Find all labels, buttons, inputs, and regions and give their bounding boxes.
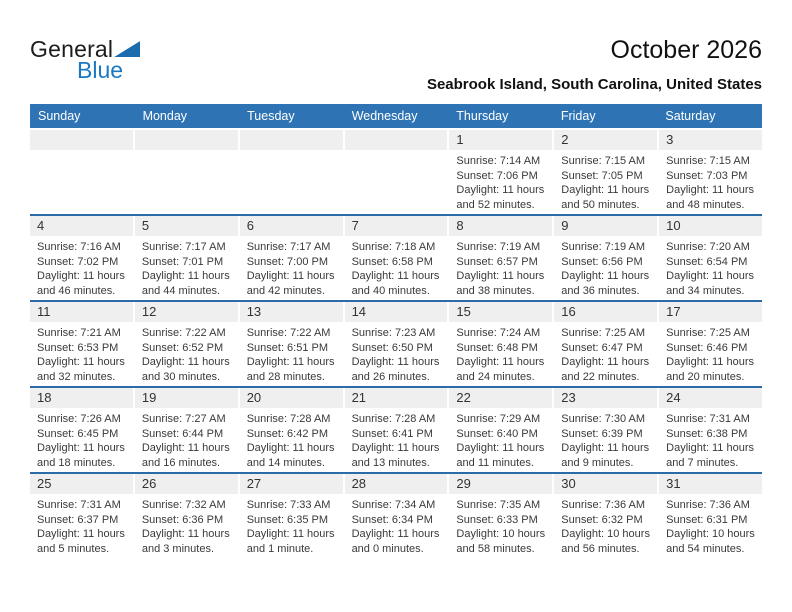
sunrise-text: Sunrise: 7:31 AM [37, 499, 121, 511]
day-cell [30, 302, 133, 386]
sunrise-text: Sunrise: 7:17 AM [141, 241, 226, 253]
day-number-strip [554, 474, 657, 494]
daylight-text-line1: Daylight: 11 hours [666, 356, 754, 368]
day-number: 16 [561, 304, 576, 319]
daylight-text-line1: Daylight: 11 hours [456, 356, 545, 368]
daylight-text-line1: Daylight: 11 hours [246, 442, 335, 454]
week-row [30, 130, 762, 214]
day-number-strip [135, 130, 238, 150]
day-number-strip [449, 216, 552, 236]
sunset-text: Sunset: 6:33 PM [456, 513, 538, 526]
day-number: 3 [666, 132, 674, 147]
day-number-strip [659, 302, 762, 322]
day-details [449, 150, 552, 212]
day-details [135, 408, 238, 470]
daylight-text-line1: Daylight: 11 hours [37, 270, 125, 282]
sunrise-text: Sunrise: 7:21 AM [37, 327, 121, 339]
day-details [554, 408, 657, 470]
sunset-text: Sunset: 6:32 PM [561, 513, 643, 526]
sunset-text: Sunset: 6:50 PM [351, 341, 433, 354]
daylight-text-line1: Daylight: 11 hours [37, 356, 125, 368]
day-number-strip [345, 474, 448, 494]
sunset-text: Sunset: 6:41 PM [351, 427, 433, 440]
day-number-strip [449, 130, 552, 150]
daylight-text-line2: and 24 minutes. [456, 370, 535, 383]
week-row [30, 386, 762, 472]
day-details [30, 236, 133, 298]
day-cell [345, 302, 448, 386]
daylight-text-line1: Daylight: 11 hours [351, 356, 440, 368]
day-number-strip [554, 130, 657, 150]
day-details [659, 408, 762, 470]
sunrise-text: Sunrise: 7:24 AM [456, 327, 541, 339]
logo-triangle-icon [114, 41, 140, 57]
day-number: 7 [351, 218, 359, 233]
sunrise-text: Sunrise: 7:19 AM [561, 241, 646, 253]
sunrise-text: Sunrise: 7:17 AM [246, 241, 331, 253]
sunrise-text: Sunrise: 7:16 AM [37, 241, 121, 253]
page-subtitle: Seabrook Island, South Carolina, United States [426, 76, 762, 93]
day-number: 29 [456, 476, 471, 491]
day-cell [554, 216, 657, 300]
daylight-text-line2: and 32 minutes. [37, 370, 116, 383]
day-details [135, 322, 238, 384]
day-number-strip [449, 474, 552, 494]
sunrise-text: Sunrise: 7:27 AM [141, 413, 226, 425]
day-number: 24 [666, 390, 681, 405]
day-number: 6 [246, 218, 254, 233]
daylight-text-line2: and 36 minutes. [561, 284, 640, 297]
sunset-text: Sunset: 6:48 PM [456, 341, 538, 354]
day-number: 2 [561, 132, 569, 147]
day-number-strip [240, 474, 343, 494]
daylight-text-line2: and 48 minutes. [666, 198, 745, 211]
sunrise-text: Sunrise: 7:15 AM [561, 155, 646, 167]
sunset-text: Sunset: 6:46 PM [666, 341, 748, 354]
daylight-text-line1: Daylight: 11 hours [561, 356, 650, 368]
day-cell [30, 216, 133, 300]
day-number: 11 [37, 304, 51, 319]
sunset-text: Sunset: 6:36 PM [141, 513, 224, 526]
weekday-label: Sunday [38, 109, 81, 123]
daylight-text-line2: and 22 minutes. [561, 370, 640, 383]
daylight-text-line2: and 58 minutes. [456, 542, 535, 555]
day-cell [30, 130, 133, 214]
sunrise-text: Sunrise: 7:26 AM [37, 413, 121, 425]
daylight-text-line1: Daylight: 11 hours [561, 442, 650, 454]
day-details [30, 494, 133, 556]
day-number-strip [30, 216, 133, 236]
sunset-text: Sunset: 6:37 PM [37, 513, 119, 526]
day-number: 20 [246, 390, 262, 405]
day-details [449, 494, 552, 556]
day-number: 8 [456, 218, 464, 233]
day-cell [135, 474, 238, 558]
sunset-text: Sunset: 6:38 PM [666, 427, 748, 440]
day-number-strip [240, 130, 343, 150]
day-number-strip [30, 130, 133, 150]
daylight-text-line2: and 0 minutes. [351, 542, 424, 555]
sunset-text: Sunset: 7:00 PM [246, 255, 329, 268]
daylight-text-line2: and 9 minutes. [561, 456, 634, 469]
sunset-text: Sunset: 6:34 PM [351, 513, 433, 526]
daylight-text-line2: and 44 minutes. [141, 284, 221, 297]
daylight-text-line2: and 42 minutes. [246, 284, 325, 297]
day-cell [240, 130, 343, 214]
daylight-text-line1: Daylight: 11 hours [561, 184, 650, 196]
brand-logo [30, 36, 140, 84]
day-number-strip [659, 216, 762, 236]
logo-text-blue: Blue [77, 57, 124, 83]
sunset-text: Sunset: 7:06 PM [456, 169, 538, 182]
day-details [240, 494, 343, 556]
day-number: 4 [37, 218, 45, 233]
day-number: 12 [141, 304, 157, 319]
day-cell [659, 302, 762, 386]
sunset-text: Sunset: 7:05 PM [561, 169, 643, 182]
day-details [30, 322, 133, 384]
day-cell [135, 216, 238, 300]
day-number-strip [240, 216, 343, 236]
daylight-text-line2: and 18 minutes. [37, 456, 116, 469]
daylight-text-line1: Daylight: 11 hours [666, 270, 754, 282]
sunrise-text: Sunrise: 7:36 AM [561, 499, 646, 511]
daylight-text-line1: Daylight: 11 hours [141, 442, 230, 454]
day-details [135, 150, 238, 154]
day-number-strip [345, 388, 448, 408]
day-details [449, 408, 552, 470]
day-details [345, 494, 448, 556]
day-cell [554, 474, 657, 558]
day-details [30, 408, 133, 470]
sunset-text: Sunset: 6:57 PM [456, 255, 538, 268]
page-title: October 2026 [610, 36, 762, 64]
day-number: 28 [351, 476, 367, 491]
day-number: 1 [456, 132, 464, 147]
sunrise-text: Sunrise: 7:25 AM [561, 327, 646, 339]
day-number-strip [30, 474, 133, 494]
day-number-strip [240, 302, 343, 322]
weekday-label: Saturday [665, 109, 716, 123]
daylight-text-line2: and 34 minutes. [666, 284, 745, 297]
daylight-text-line2: and 46 minutes. [37, 284, 116, 297]
sunrise-text: Sunrise: 7:32 AM [141, 499, 226, 511]
daylight-text-line1: Daylight: 11 hours [141, 356, 230, 368]
sunset-text: Sunset: 6:51 PM [246, 341, 329, 354]
day-details [135, 494, 238, 556]
daylight-text-line1: Daylight: 11 hours [37, 528, 125, 540]
sunrise-text: Sunrise: 7:19 AM [456, 241, 541, 253]
daylight-text-line2: and 11 minutes. [456, 456, 534, 469]
sunset-text: Sunset: 6:35 PM [246, 513, 329, 526]
sunrise-text: Sunrise: 7:22 AM [141, 327, 226, 339]
sunrise-text: Sunrise: 7:36 AM [666, 499, 750, 511]
daylight-text-line1: Daylight: 11 hours [351, 528, 440, 540]
day-number: 30 [561, 476, 576, 491]
sunrise-text: Sunrise: 7:33 AM [246, 499, 331, 511]
day-cell [345, 130, 448, 214]
sunrise-text: Sunrise: 7:14 AM [456, 155, 541, 167]
day-details [554, 150, 657, 212]
day-cell [449, 216, 552, 300]
daylight-text-line1: Daylight: 11 hours [141, 270, 230, 282]
sunset-text: Sunset: 6:31 PM [666, 513, 748, 526]
weekday-label: Tuesday [247, 109, 295, 123]
sunset-text: Sunset: 6:56 PM [561, 255, 643, 268]
day-details [449, 236, 552, 298]
day-number: 18 [37, 390, 52, 405]
sunset-text: Sunset: 6:39 PM [561, 427, 643, 440]
daylight-text-line2: and 38 minutes. [456, 284, 535, 297]
day-cell [30, 474, 133, 558]
day-number-strip [135, 388, 238, 408]
day-cell [449, 388, 552, 472]
daylight-text-line1: Daylight: 11 hours [141, 528, 230, 540]
day-number: 26 [141, 476, 157, 491]
daylight-text-line2: and 56 minutes. [561, 542, 640, 555]
header-titles [427, 36, 762, 93]
sunset-text: Sunset: 6:47 PM [561, 341, 643, 354]
day-number: 23 [561, 390, 576, 405]
day-details [659, 150, 762, 212]
sunset-text: Sunset: 6:52 PM [141, 341, 224, 354]
daylight-text-line2: and 7 minutes. [666, 456, 739, 469]
daylight-text-line2: and 28 minutes. [246, 370, 325, 383]
sunrise-text: Sunrise: 7:18 AM [351, 241, 436, 253]
sunrise-text: Sunrise: 7:28 AM [246, 413, 331, 425]
sunrise-text: Sunrise: 7:23 AM [351, 327, 436, 339]
day-cell [240, 216, 343, 300]
day-details [554, 322, 657, 384]
day-cell [345, 474, 448, 558]
sunrise-text: Sunrise: 7:20 AM [666, 241, 750, 253]
daylight-text-line1: Daylight: 11 hours [37, 442, 125, 454]
logo-text-general: General [30, 36, 114, 62]
day-details [449, 322, 552, 384]
sunset-text: Sunset: 6:40 PM [456, 427, 538, 440]
day-number-strip [345, 130, 448, 150]
week-row [30, 300, 762, 386]
day-details [240, 150, 343, 154]
sunset-text: Sunset: 7:03 PM [666, 169, 748, 182]
daylight-text-line1: Daylight: 11 hours [666, 184, 754, 196]
sunrise-text: Sunrise: 7:29 AM [456, 413, 541, 425]
sunset-text: Sunset: 6:58 PM [351, 255, 433, 268]
day-details [659, 494, 762, 556]
day-cell [240, 302, 343, 386]
week-row [30, 472, 762, 558]
sunset-text: Sunset: 6:42 PM [246, 427, 329, 440]
daylight-text-line2: and 50 minutes. [561, 198, 640, 211]
day-number-strip [554, 216, 657, 236]
sunrise-text: Sunrise: 7:25 AM [666, 327, 750, 339]
daylight-text-line2: and 3 minutes. [141, 542, 214, 555]
daylight-text-line1: Daylight: 11 hours [456, 270, 545, 282]
day-number-strip [554, 302, 657, 322]
day-number-strip [135, 302, 238, 322]
calendar-weeks [30, 130, 762, 558]
daylight-text-line1: Daylight: 11 hours [561, 270, 650, 282]
day-number: 25 [37, 476, 52, 491]
day-number-strip [345, 216, 448, 236]
day-number-strip [554, 388, 657, 408]
day-number-strip [30, 302, 133, 322]
day-number: 17 [666, 304, 681, 319]
day-number: 15 [456, 304, 471, 319]
day-cell [30, 388, 133, 472]
day-details [554, 236, 657, 298]
day-details [345, 322, 448, 384]
daylight-text-line2: and 20 minutes. [666, 370, 745, 383]
day-details [30, 150, 133, 154]
day-details [135, 236, 238, 298]
day-details [345, 408, 448, 470]
sunrise-text: Sunrise: 7:15 AM [666, 155, 750, 167]
day-number-strip [449, 302, 552, 322]
day-number-strip [659, 474, 762, 494]
day-cell [135, 130, 238, 214]
sunset-text: Sunset: 7:01 PM [141, 255, 224, 268]
weekday-label: Monday [142, 109, 188, 123]
week-row [30, 214, 762, 300]
daylight-text-line2: and 54 minutes. [666, 542, 745, 555]
day-details [240, 236, 343, 298]
day-cell [240, 388, 343, 472]
daylight-text-line2: and 14 minutes. [246, 456, 325, 469]
day-number: 5 [141, 218, 150, 233]
sunrise-text: Sunrise: 7:22 AM [246, 327, 331, 339]
weekday-label: Friday [560, 109, 596, 123]
sunrise-text: Sunrise: 7:28 AM [351, 413, 436, 425]
daylight-text-line1: Daylight: 11 hours [246, 528, 335, 540]
day-number: 9 [561, 218, 569, 233]
daylight-text-line2: and 13 minutes. [351, 456, 430, 469]
sunset-text: Sunset: 6:54 PM [666, 255, 748, 268]
day-number: 27 [246, 476, 262, 491]
daylight-text-line2: and 40 minutes. [351, 284, 430, 297]
day-number-strip [449, 388, 552, 408]
daylight-text-line1: Daylight: 11 hours [456, 442, 545, 454]
day-cell [659, 216, 762, 300]
daylight-text-line1: Daylight: 11 hours [246, 270, 335, 282]
daylight-text-line1: Daylight: 11 hours [351, 270, 440, 282]
weekday-header [30, 104, 762, 128]
day-number: 22 [456, 390, 471, 405]
day-cell [135, 302, 238, 386]
day-number: 13 [246, 304, 262, 319]
weekday-label: Thursday [456, 109, 509, 123]
day-cell [345, 216, 448, 300]
sunrise-text: Sunrise: 7:34 AM [351, 499, 436, 511]
day-cell [345, 388, 448, 472]
day-cell [659, 388, 762, 472]
daylight-text-line1: Daylight: 11 hours [351, 442, 440, 454]
sunset-text: Sunset: 6:53 PM [37, 341, 119, 354]
sunset-text: Sunset: 6:45 PM [37, 427, 119, 440]
day-number-strip [30, 388, 133, 408]
day-cell [240, 474, 343, 558]
day-cell [554, 130, 657, 214]
day-number: 21 [351, 390, 367, 405]
day-number-strip [135, 216, 238, 236]
day-number: 31 [666, 476, 681, 491]
day-number-strip [659, 388, 762, 408]
day-number: 10 [666, 218, 681, 233]
day-number-strip [240, 388, 343, 408]
daylight-text-line1: Daylight: 11 hours [456, 184, 545, 196]
daylight-text-line2: and 52 minutes. [456, 198, 535, 211]
daylight-text-line1: Daylight: 11 hours [666, 442, 754, 454]
calendar [30, 104, 762, 558]
daylight-text-line2: and 1 minute. [246, 542, 314, 555]
day-details [659, 236, 762, 298]
day-cell [659, 130, 762, 214]
day-number: 19 [141, 390, 157, 405]
sunrise-text: Sunrise: 7:30 AM [561, 413, 646, 425]
day-cell [135, 388, 238, 472]
daylight-text-line2: and 26 minutes. [351, 370, 430, 383]
day-cell [449, 474, 552, 558]
daylight-text-line2: and 5 minutes. [37, 542, 110, 555]
sunset-text: Sunset: 6:44 PM [141, 427, 224, 440]
sunset-text: Sunset: 7:02 PM [37, 255, 119, 268]
day-details [240, 322, 343, 384]
day-cell [659, 474, 762, 558]
daylight-text-line1: Daylight: 11 hours [246, 356, 335, 368]
daylight-text-line2: and 16 minutes. [141, 456, 221, 469]
day-number-strip [135, 474, 238, 494]
day-number: 14 [351, 304, 367, 319]
day-cell [554, 388, 657, 472]
day-cell [554, 302, 657, 386]
day-details [345, 150, 448, 154]
sunrise-text: Sunrise: 7:31 AM [666, 413, 750, 425]
day-details [659, 322, 762, 384]
day-details [240, 408, 343, 470]
sunrise-text: Sunrise: 7:35 AM [456, 499, 541, 511]
weekday-label: Wednesday [351, 109, 418, 123]
day-cell [449, 302, 552, 386]
daylight-text-line1: Daylight: 10 hours [456, 528, 546, 540]
day-details [554, 494, 657, 556]
day-number-strip [345, 302, 448, 322]
daylight-text-line1: Daylight: 10 hours [666, 528, 755, 540]
day-details [345, 236, 448, 298]
daylight-text-line2: and 30 minutes. [141, 370, 221, 383]
daylight-text-line1: Daylight: 10 hours [561, 528, 650, 540]
day-cell [449, 130, 552, 214]
day-number-strip [659, 130, 762, 150]
